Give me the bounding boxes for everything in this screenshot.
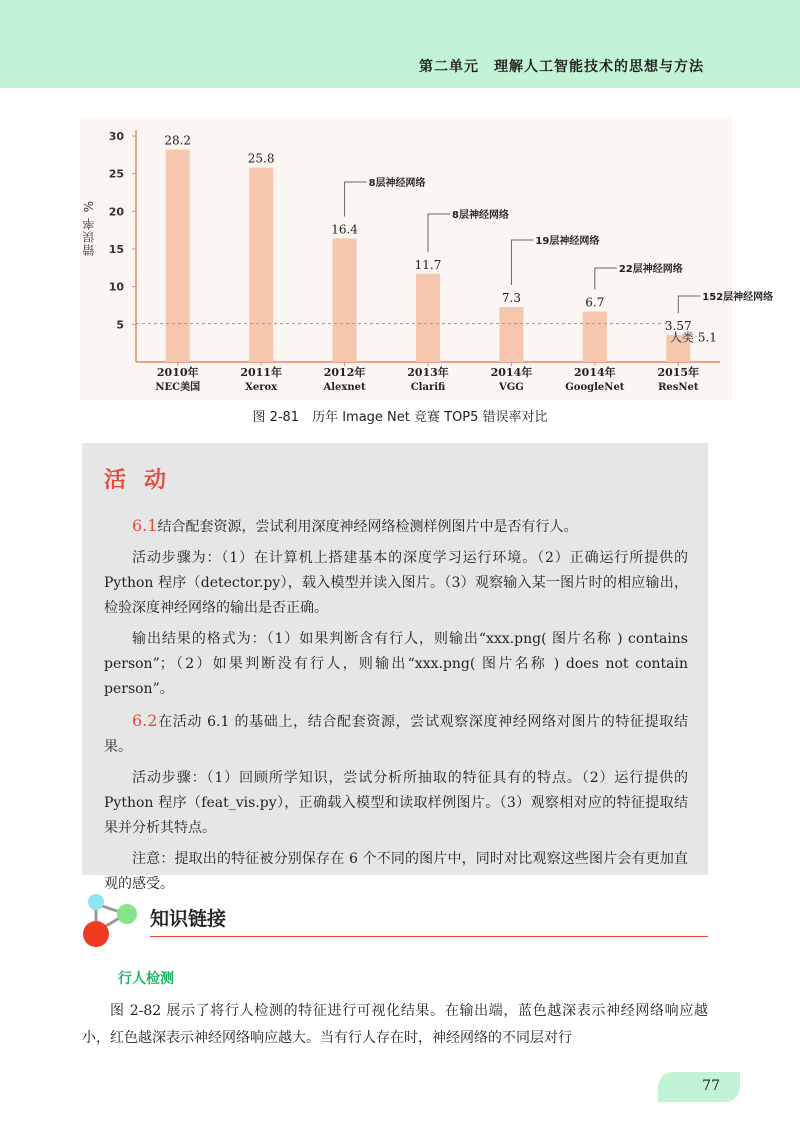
x-tick-name: ResNet <box>658 382 699 393</box>
activity-para-3: 输出结果的格式为：（1）如果判断含有行人，则输出“xxx.png( 图片名称 ) contains person”；（2）如果判断没有行人，则输出“xxx.png( 图片名称 ) does not contain person”。 <box>104 631 688 697</box>
activity-para-1-text: 结合配套资源，尝试利用深度神经网络检测样例图片中是否有行人。 <box>157 519 578 535</box>
knowledge-paragraph: 图 2-82 展示了将行人检测的特征进行可视化结果。在输出端，蓝色越深表示神经网络响应越小，红色越深表示神经网络响应越大。当有行人存在时，神经网络的不同层对行 <box>82 1003 708 1046</box>
bar <box>249 168 273 362</box>
bar <box>166 150 190 362</box>
annotation-label: 19层神经网络 <box>535 236 600 247</box>
annotation-label: 22层神经网络 <box>618 264 683 275</box>
page-number: 77 <box>702 1078 720 1094</box>
bar <box>499 307 523 362</box>
running-header: 第二单元 理解人工智能技术的思想与方法 <box>419 59 704 75</box>
x-tick-name: GoogleNet <box>565 382 625 393</box>
x-tick-name: NEC美国 <box>155 382 201 393</box>
x-tick-year: 2013年 <box>407 366 449 379</box>
y-tick-label: 15 <box>108 243 124 256</box>
x-tick-year: 2010年 <box>156 366 199 379</box>
x-tick-year: 2014年 <box>490 366 533 379</box>
annotation-label: 8层神经网络 <box>368 178 426 189</box>
y-axis-label: 错误率 % <box>82 200 96 257</box>
bar-value-label: 3.57 <box>664 319 692 334</box>
activity-para-1 <box>104 513 688 540</box>
y-tick-label: 10 <box>108 280 124 294</box>
x-tick-name: VGG <box>499 382 524 393</box>
activity-number-2: 6.2 <box>132 711 158 730</box>
knowledge-divider <box>150 936 708 937</box>
x-tick-name: Xerox <box>245 382 278 393</box>
annotation-leader <box>678 296 700 313</box>
knowledge-body <box>82 998 708 1052</box>
bar <box>333 238 357 362</box>
knowledge-title: 知识链接 <box>150 908 227 930</box>
figure-caption: 图 2-81 历年 Image Net 竞赛 TOP5 错误率对比 <box>252 410 548 425</box>
bar-value-label: 7.3 <box>501 291 521 306</box>
activity-para-4-text: 在活动 6.1 的基础上，结合配套资源，尝试观察深度神经网络对图片的特征提取结果。 <box>104 714 688 755</box>
bar-value-label: 16.4 <box>331 222 358 237</box>
page-number-tab <box>658 1072 740 1102</box>
bar-value-label: 6.7 <box>585 295 605 310</box>
x-tick-year: 2012年 <box>323 366 366 379</box>
activity-box <box>82 443 708 892</box>
annotation-leader <box>345 182 367 216</box>
y-tick-label: 30 <box>108 130 124 143</box>
bar <box>583 312 607 362</box>
bar-value-label: 28.2 <box>164 133 192 148</box>
activity-title: 活动 <box>104 468 185 493</box>
x-tick-year: 2015年 <box>657 366 700 379</box>
pedestrian-detection-title: 行人检测 <box>118 971 174 987</box>
annotation-label: 8层神经网络 <box>452 210 509 221</box>
activity-number-1: 6.1 <box>132 516 158 535</box>
activity-para-5: 活动步骤：（1）回顾所学知识，尝试分析所抽取的特征具有的特点。（2）运行提供的 Python 程序（feat_vis.py），正确载入模型和读取样例图片。（3）观察相对应的特征提取结果并分析其特点。 <box>104 770 688 836</box>
annotation-leader <box>595 268 617 290</box>
bar-value-label: 25.8 <box>247 151 275 166</box>
activity-para-2: 活动步骤为：（1）在计算机上搭建基本的深度学习运行环境。（2）正确运行所提供的 Python 程序（detector.py），载入模型并读入图片。（3）观察输入某一图片时的相应输出，检验深度神经网络的输出是否正确。 <box>104 550 688 616</box>
y-tick-label: 25 <box>108 167 124 181</box>
knowledge-link-header <box>82 892 708 942</box>
x-tick-name: Clarifi <box>410 382 446 393</box>
x-tick-name: Alexnet <box>323 382 366 393</box>
activity-text <box>104 513 688 903</box>
y-tick-label: 20 <box>108 205 124 219</box>
annotation-label: 152层神经网络 <box>702 292 774 303</box>
error-rate-chart <box>80 118 774 400</box>
annotation-leader <box>511 240 533 285</box>
human-reference-label: 人类 5.1 <box>670 330 717 345</box>
bar-value-label: 11.7 <box>414 257 442 272</box>
bar <box>416 274 440 362</box>
activity-para-6: 注意：提取出的特征被分别保存在 6 个不同的图片中，同时对比观察这些图片会有更加直观的感受。 <box>104 851 688 892</box>
y-tick-label: 5 <box>116 318 124 332</box>
annotation-leader <box>428 214 450 252</box>
molecule-icon <box>82 892 142 952</box>
x-tick-year: 2011年 <box>240 366 282 379</box>
x-tick-year: 2014年 <box>574 366 616 379</box>
chart-svg <box>80 118 774 400</box>
activity-para-4 <box>104 708 688 760</box>
